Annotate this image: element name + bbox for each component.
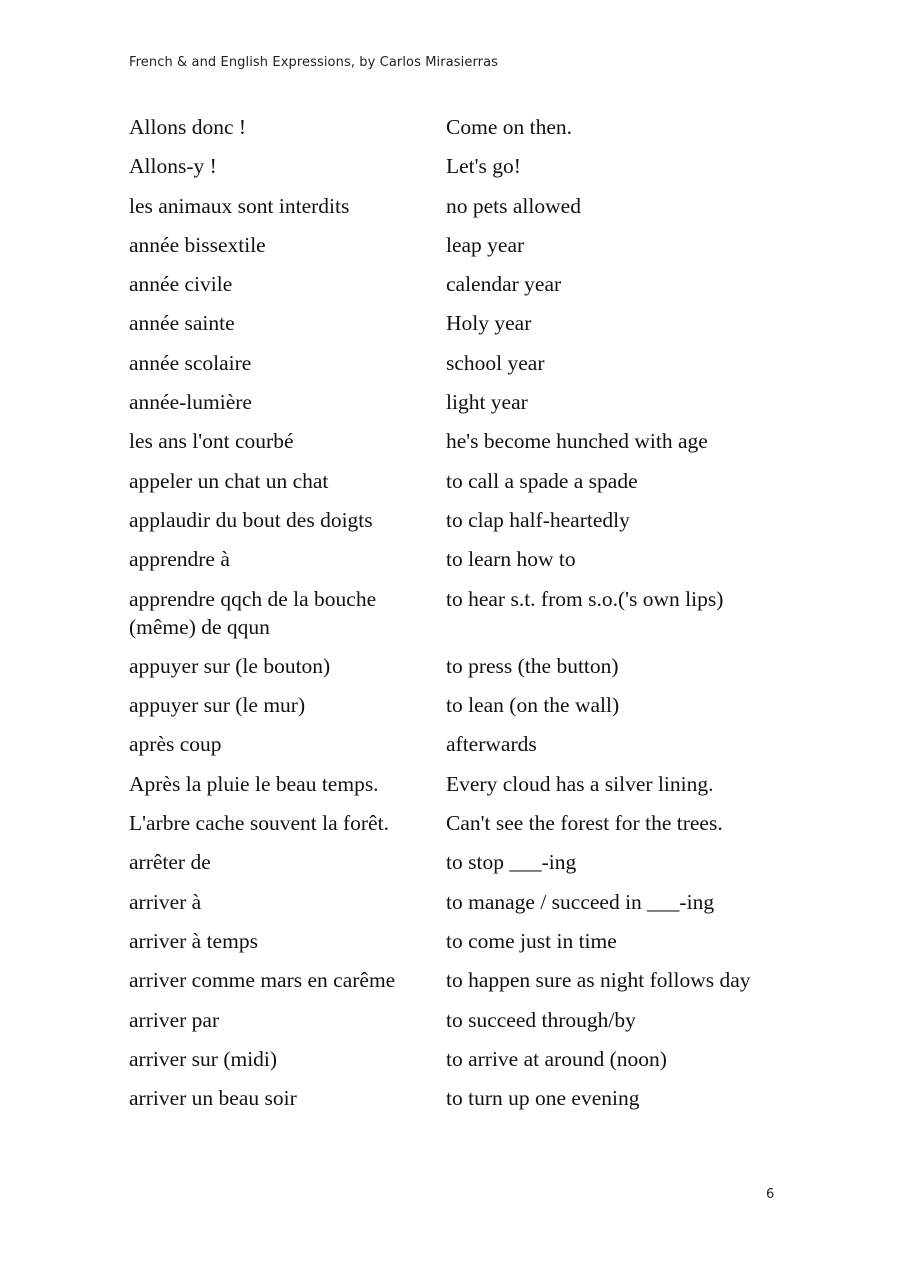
expression-list: [129, 113, 789, 1123]
english-translation: Can't see the forest for the trees.: [446, 811, 723, 836]
expression-row: [129, 691, 789, 730]
french-expression: année scolaire: [129, 350, 252, 375]
expression-row: [129, 730, 789, 769]
english-translation: afterwards: [446, 732, 537, 757]
french-expression: apprendre à: [129, 547, 230, 572]
french-expression: arriver à: [129, 889, 202, 914]
expression-row: [129, 770, 789, 809]
french-expression: appuyer sur (le mur): [129, 693, 306, 718]
english-translation: to lean (on the wall): [446, 693, 620, 718]
expression-row: [129, 231, 789, 270]
french-expression: arriver sur (midi): [129, 1046, 278, 1071]
french-expression: appuyer sur (le bouton): [129, 653, 331, 678]
english-translation: Holy year: [446, 311, 532, 336]
expression-row: [129, 652, 789, 691]
english-translation: light year: [446, 390, 528, 415]
english-translation: he's become hunched with age: [446, 429, 708, 454]
english-translation: to happen sure as night follows day: [446, 968, 751, 993]
french-expression: arriver à temps: [129, 928, 258, 953]
english-translation: to turn up one evening: [446, 1086, 640, 1111]
expression-row: [129, 809, 789, 848]
french-expression: Allons donc !: [129, 115, 247, 139]
expression-row: [129, 1006, 789, 1045]
english-translation: to press (the button): [446, 653, 619, 678]
english-translation: Every cloud has a silver lining.: [446, 771, 714, 796]
english-translation: to manage / succeed in ___-ing: [446, 889, 715, 914]
expression-row: [129, 927, 789, 966]
expression-row: [129, 506, 789, 545]
french-expression: année bissextile: [129, 232, 266, 257]
expression-row: [129, 192, 789, 231]
expression-row: [129, 1045, 789, 1084]
french-expression: les ans l'ont courbé: [129, 429, 294, 454]
french-expression: arriver comme mars en carême: [129, 968, 396, 993]
english-translation: to succeed through/by: [446, 1007, 636, 1032]
english-translation: no pets allowed: [446, 193, 581, 218]
french-expression: année-lumière: [129, 390, 252, 415]
expression-row: [129, 1084, 789, 1123]
expression-row: [129, 152, 789, 191]
french-expression: Allons-y !: [129, 154, 217, 179]
french-expression: année civile: [129, 272, 233, 297]
french-expression: après coup: [129, 732, 222, 757]
expression-row: [129, 309, 789, 348]
english-translation: school year: [446, 350, 545, 375]
french-expression: apprendre qqch de la bouche (même) de qqun: [129, 586, 377, 639]
english-translation: Let's go!: [446, 154, 521, 179]
french-expression: applaudir du bout des doigts: [129, 507, 373, 532]
expression-row: [129, 270, 789, 309]
english-translation: to come just in time: [446, 928, 617, 953]
french-expression: arriver par: [129, 1007, 220, 1032]
running-header: French & and English Expressions, by Carlos Mirasierras: [129, 55, 499, 70]
english-translation: to arrive at around (noon): [446, 1046, 667, 1071]
expression-row: [129, 888, 789, 927]
english-translation: leap year: [446, 232, 525, 257]
english-translation: to learn how to: [446, 547, 576, 572]
expression-row: [129, 467, 789, 506]
french-expression: L'arbre cache souvent la forêt.: [129, 811, 389, 836]
page-number: 6: [766, 1187, 775, 1202]
english-translation: to hear s.t. from s.o.('s own lips): [446, 586, 724, 611]
expression-row: [129, 427, 789, 466]
french-expression: année sainte: [129, 311, 235, 336]
french-expression: appeler un chat un chat: [129, 468, 329, 493]
expression-row: [129, 848, 789, 887]
expression-row: [129, 388, 789, 427]
french-expression: les animaux sont interdits: [129, 193, 350, 218]
english-translation: to call a spade a spade: [446, 468, 638, 493]
french-expression: Après la pluie le beau temps.: [129, 771, 379, 796]
english-translation: to clap half-heartedly: [446, 507, 630, 532]
expression-row: [129, 349, 789, 388]
english-translation: Come on then.: [446, 115, 572, 139]
french-expression: arrêter de: [129, 850, 211, 875]
expression-row: [129, 585, 789, 652]
english-translation: to stop ___-ing: [446, 850, 577, 875]
expression-row: [129, 113, 789, 152]
expression-row: [129, 545, 789, 584]
expression-row: [129, 966, 789, 1005]
french-expression: arriver un beau soir: [129, 1086, 297, 1111]
english-translation: calendar year: [446, 272, 562, 297]
